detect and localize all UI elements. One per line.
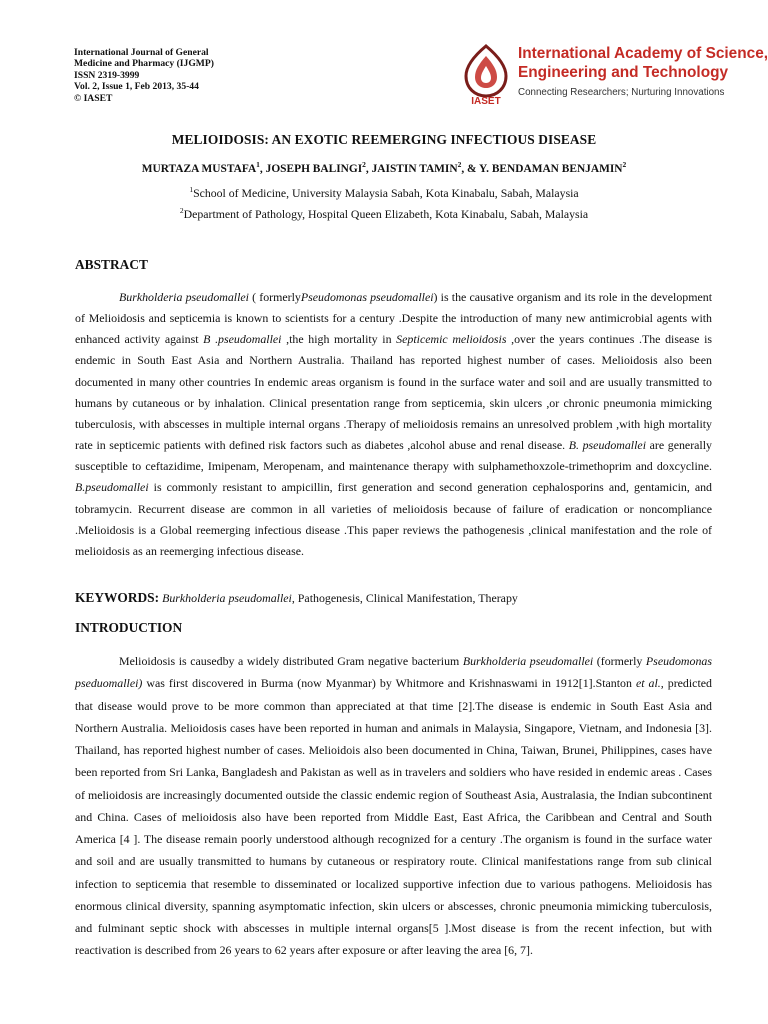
italic-term: Burkholderia pseudomallei <box>162 591 292 605</box>
affiliation-sup: 1 <box>189 185 194 194</box>
italic-term: Burkholderia pseudomallei <box>119 290 249 304</box>
affiliation-2 <box>0 207 768 222</box>
author-affil-sup: 2 <box>622 160 627 169</box>
text-run: ( formerly <box>248 290 301 304</box>
keywords-label: KEYWORDS: <box>75 590 160 605</box>
abstract-body <box>75 287 712 562</box>
affiliation-text: School of Medicine, University Malaysia Sabah, Kota Kinabalu, Sabah, Malaysia <box>193 186 579 200</box>
introduction-paragraph <box>75 650 712 962</box>
author-name: MURTAZA MUSTAFA <box>141 163 257 175</box>
italic-term: B.pseudomallei <box>75 480 149 495</box>
publisher-name-line1: International Academy of Science, <box>518 45 768 62</box>
text-run: predicted that disease would prove to be more common than appreciated at that time [2].The disease is endemic in South East Asia and Northern Australia. Melioidosis cases have been reported in human and animals in Malaysia, Singapore, Vietnam, and Indonesia [3]. Thailand, has reported highest number of cases. Melioidois also been documented in China, Taiwan, Brunei, Philippines, cases have been reported from Sri Lanka, Bangladesh and Pakistan as well as in travelers and soldiers who have resided in endemic areas . Cases of melioidosis are increasingly documented outside the classic endemic region of Southeast Asia, Australasia, the Indian subcontinent and China. Cases of melioidosis also have been reported from Middle East, East Africa, the Caribbean and Central and South America [4 ]. The disease remain poorly understood although recognized for a century .The organism is found in the surface water and soil and are usually transmitted to humans by cutaneous or respiratory route. Clinical manifestations range from sub clinical infection to septicemia that resemble to disseminated or localized supportive infection due to various pathogens. Melioidosis has enormous clinical diversity, spanning asymptomatic infection, skin ulcers or abscesses, chronic pneumonia mimicking tuberculosis, and fulminant septic shock with abscesses in multiple internal organs[5 ].Most disease is from the recent infection, but with reactivation is described from 26 years to 62 years after exposure or after leaving the area [6, 7]. <box>75 676 712 958</box>
italic-term: B .pseudomallei <box>203 332 282 347</box>
iaset-logo-icon <box>458 42 514 106</box>
author-name: JAISTIN TAMIN <box>371 163 458 175</box>
journal-issn: ISSN 2319-3999 <box>74 69 140 81</box>
keywords-text <box>159 591 518 605</box>
affiliation-text: Department of Pathology, Hospital Queen Elizabeth, Kota Kinabalu, Sabah, Malaysia <box>183 207 589 221</box>
italic-term: Pseudomonas pseduomallei) <box>75 654 712 691</box>
italic-term: Pseudomonas pseudomallei <box>300 290 434 304</box>
text-run: , Pathogenesis, Clinical Manifestation, Therapy <box>291 591 518 605</box>
journal-copyright: © IASET <box>74 92 113 104</box>
publisher-tagline: Connecting Researchers; Nurturing Innovations <box>518 87 725 98</box>
italic-term: Burkholderia pseudomallei <box>462 654 594 668</box>
text-run: are generally susceptible to ceftazidime, Imipenam, Meropenam, and maintenance therapy with sulphamethoxzole-trimethoprim and doxcycline. <box>75 438 712 474</box>
affiliation-1 <box>0 186 768 201</box>
journal-name-line2: Medicine and Pharmacy (IJGMP) <box>74 58 214 70</box>
introduction-text <box>75 654 712 957</box>
keywords-line <box>75 590 518 606</box>
abstract-text <box>75 290 712 558</box>
logo-wordmark: IASET <box>471 96 501 106</box>
affiliation-sup: 2 <box>179 206 184 215</box>
author-affil-sup: 1 <box>256 160 260 169</box>
italic-term: et al., <box>635 676 664 691</box>
author-separator: , <box>259 163 266 175</box>
introduction-heading: INTRODUCTION <box>75 620 183 635</box>
text-run: Melioidosis is causedby a widely distributed Gram negative bacterium <box>119 654 463 668</box>
text-run: was first discovered in Burma (now Myanmar) by Whitmore and Krishnaswami in 1912[1].Stanton <box>142 676 636 691</box>
abstract-paragraph <box>75 287 712 562</box>
abstract-heading: ABSTRACT <box>75 257 148 272</box>
journal-info <box>74 47 214 104</box>
text-run: is commonly resistant to ampicillin, first generation and second generation cephalosporins and, gentamicin, and tobramycin. Recurrent disease are common in all varieties of melioidosis because of failure of eradication or noncompliance .Melioidosis is a Global reemerging infectious disease .This paper reviews the pathogenesis ,clinical manifestation and the role of melioidosis as an reemerging infectious disease. <box>75 480 712 558</box>
text-run: ,the high mortality in <box>281 332 397 347</box>
author-name: Y. BENDAMAN BENJAMIN <box>478 163 623 175</box>
author-affil-sup: 2 <box>362 160 366 169</box>
paper-title: MELIOIDOSIS: AN EXOTIC REEMERGING INFECTIOUS DISEASE <box>171 132 597 147</box>
text-run: ) is the causative organism and its role in the development of Melioidosis and septicemia is known to scientists for a century .Despite the introduction of many new antimicrobial agents with enhanced activity against <box>75 290 712 347</box>
text-run: (formerly <box>593 654 646 668</box>
introduction-body <box>75 650 712 962</box>
text-run: ,over the years continues .The disease is endemic in South East Asia and Northern Australia. Thailand has reported highest number of cases. Melioidosis also been documented in many other countries In endemic areas organism is found in the surface water and soil and are usually transmitted to humans by cutaneous or by inhalation. Clinical presentation range from septicemia, skin ulcers ,or chronic pneumonia mimicking tuberculosis, with abscesses in multiple internal organs .Therapy of melioidosis remains an unresolved problem ,with high mortality rate in septicemic patients with defined risk factors such as diabetes ,alcohol abuse and renal disease. <box>75 332 712 453</box>
journal-name-line1: International Journal of General <box>74 47 209 58</box>
italic-term: B. pseudomallei <box>568 438 646 453</box>
author-affil-sup: 2 <box>457 160 462 169</box>
author-separator: , <box>365 163 372 175</box>
author-separator: , & <box>461 163 479 175</box>
publisher-block <box>518 44 768 98</box>
author-name: JOSEPH BALINGI <box>265 163 363 175</box>
author-list <box>0 160 768 175</box>
journal-volume: Vol. 2, Issue 1, Feb 2013, 35-44 <box>74 81 199 93</box>
italic-term: Septicemic melioidosis <box>396 332 507 347</box>
publisher-name-line2: Engineering and Technology <box>518 64 729 81</box>
